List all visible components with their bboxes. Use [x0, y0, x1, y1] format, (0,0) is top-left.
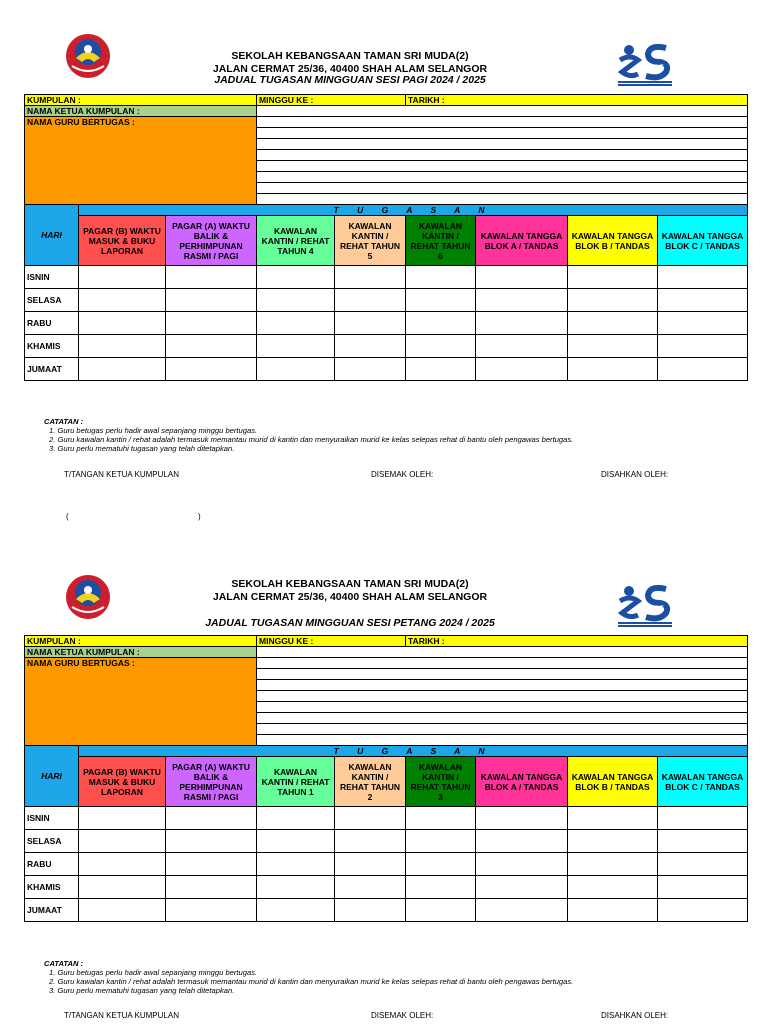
cell[interactable] — [166, 289, 257, 312]
col-pagar-a: PAGAR (A) WAKTU BALIK & PERHIMPUNAN RASMI / PAGI — [166, 757, 257, 807]
cell[interactable] — [257, 830, 335, 853]
cell[interactable] — [406, 899, 476, 922]
cell[interactable] — [406, 876, 476, 899]
cell[interactable] — [658, 853, 748, 876]
cell[interactable] — [658, 335, 748, 358]
minggu-field[interactable]: MINGGU KE : — [257, 95, 406, 106]
tugasan-header: T U G A S A N — [79, 746, 748, 757]
col-pagar-b: PAGAR (B) WAKTU MASUK & BUKU LAPORAN — [79, 757, 166, 807]
cell[interactable] — [79, 312, 166, 335]
cell[interactable] — [476, 358, 568, 381]
day-label: ISNIN — [25, 266, 79, 289]
day-label: RABU — [25, 312, 79, 335]
guru-line[interactable] — [257, 117, 748, 128]
kumpulan-field[interactable]: KUMPULAN : — [25, 636, 257, 647]
cell[interactable] — [79, 830, 166, 853]
schedule-title: JADUAL TUGASAN MINGGUAN SESI PAGI 2024 / 2025 — [214, 74, 486, 86]
school-header — [150, 50, 550, 76]
cell[interactable] — [658, 312, 748, 335]
cell[interactable] — [476, 312, 568, 335]
school-name: SEKOLAH KEBANGSAAN TAMAN SRI MUDA(2) — [231, 578, 469, 590]
svg-text:25: 25 — [654, 604, 665, 614]
cell[interactable] — [335, 853, 406, 876]
hari-header: HARI — [25, 746, 79, 807]
guru-line[interactable] — [257, 150, 748, 161]
cell[interactable] — [476, 266, 568, 289]
cell[interactable] — [166, 358, 257, 381]
cell[interactable] — [166, 899, 257, 922]
catatan-notes — [44, 417, 573, 453]
cell[interactable] — [476, 853, 568, 876]
cell[interactable] — [335, 899, 406, 922]
cell[interactable] — [568, 807, 658, 830]
catatan-title: CATATAN : — [44, 959, 84, 968]
cell[interactable] — [166, 807, 257, 830]
schedule-title: JADUAL TUGASAN MINGGUAN SESI PETANG 2024 / 2025 — [205, 617, 495, 629]
cell[interactable] — [476, 899, 568, 922]
cell[interactable] — [658, 289, 748, 312]
day-label: KHAMIS — [25, 335, 79, 358]
day-label: SELASA — [25, 830, 79, 853]
col-kantin-2: KAWALAN KANTIN / REHAT TAHUN 5 — [335, 216, 406, 266]
school-crest-logo — [64, 573, 112, 621]
ts25-logo — [616, 38, 674, 88]
svg-text:25: 25 — [654, 63, 665, 73]
minggu-field[interactable]: MINGGU KE : — [257, 636, 406, 647]
cell[interactable] — [166, 266, 257, 289]
school-header — [150, 578, 550, 604]
cell[interactable] — [257, 853, 335, 876]
cell[interactable] — [166, 830, 257, 853]
cell[interactable] — [406, 266, 476, 289]
cell[interactable] — [166, 876, 257, 899]
guru-line[interactable] — [257, 713, 748, 724]
tugasan-header: T U G A S A N — [79, 205, 748, 216]
cell[interactable] — [335, 312, 406, 335]
col-pagar-b: PAGAR (B) WAKTU MASUK & BUKU LAPORAN — [79, 216, 166, 266]
cell[interactable] — [406, 312, 476, 335]
cell[interactable] — [335, 876, 406, 899]
cell[interactable] — [406, 830, 476, 853]
cell[interactable] — [79, 335, 166, 358]
cell[interactable] — [166, 853, 257, 876]
col-tangga-c: KAWALAN TANGGA BLOK C / TANDAS — [658, 757, 748, 807]
catatan-notes — [44, 959, 573, 995]
sig-ketua-label: T/TANGAN KETUA KUMPULAN — [64, 470, 179, 479]
sig-disemak-label: DISEMAK OLEH: — [371, 1011, 434, 1020]
guru-bertugas-label: NAMA GURU BERTUGAS : — [25, 117, 257, 205]
cell[interactable] — [406, 853, 476, 876]
col-kantin-1: KAWALAN KANTIN / REHAT TAHUN 1 — [257, 757, 335, 807]
ketua-kumpulan-label: NAMA KETUA KUMPULAN : — [25, 647, 257, 658]
cell[interactable] — [658, 807, 748, 830]
cell[interactable] — [406, 807, 476, 830]
schedule-table — [24, 94, 748, 381]
cell[interactable] — [166, 335, 257, 358]
cell[interactable] — [568, 853, 658, 876]
catatan-item: 2. Guru kawalan kantin / rehat adalah termasuk memantau murid di kantin dan menyuraikan murid ke kelas selepas rehat di bantu oleh pengawas bertugas. — [49, 435, 574, 444]
cell[interactable] — [79, 289, 166, 312]
cell[interactable] — [257, 312, 335, 335]
sig-ketua-label: T/TANGAN KETUA KUMPULAN — [64, 1011, 179, 1020]
guru-line[interactable] — [257, 735, 748, 746]
cell[interactable] — [568, 312, 658, 335]
school-address: JALAN CERMAT 25/36, 40400 SHAH ALAM SELANGOR — [212, 63, 488, 75]
cell[interactable] — [79, 899, 166, 922]
cell[interactable] — [568, 266, 658, 289]
cell[interactable] — [79, 876, 166, 899]
catatan-title: CATATAN : — [44, 417, 84, 426]
cell[interactable] — [658, 830, 748, 853]
cell[interactable] — [568, 335, 658, 358]
cell[interactable] — [658, 899, 748, 922]
guru-line[interactable] — [257, 691, 748, 702]
guru-line[interactable] — [257, 139, 748, 150]
col-kantin-3: KAWALAN KANTIN / REHAT TAHUN 6 — [406, 216, 476, 266]
guru-line[interactable] — [257, 658, 748, 669]
cell[interactable] — [335, 807, 406, 830]
ketua-kumpulan-label: NAMA KETUA KUMPULAN : — [25, 106, 257, 117]
cell[interactable] — [568, 830, 658, 853]
guru-line[interactable] — [257, 161, 748, 172]
cell[interactable] — [476, 830, 568, 853]
sig-disahkan-label: DISAHKAN OLEH: — [601, 470, 669, 479]
guru-line[interactable] — [257, 183, 748, 194]
col-kantin-1: KAWALAN KANTIN / REHAT TAHUN 4 — [257, 216, 335, 266]
cell[interactable] — [658, 876, 748, 899]
col-tangga-b: KAWALAN TANGGA BLOK B / TANDAS — [568, 216, 658, 266]
day-label: JUMAAT — [25, 899, 79, 922]
cell[interactable] — [476, 289, 568, 312]
cell[interactable] — [406, 335, 476, 358]
day-label: KHAMIS — [25, 876, 79, 899]
guru-line[interactable] — [257, 669, 748, 680]
cell[interactable] — [568, 358, 658, 381]
ketua-kumpulan-input[interactable] — [257, 106, 748, 117]
cell[interactable] — [79, 358, 166, 381]
day-label: JUMAAT — [25, 358, 79, 381]
cell[interactable] — [257, 358, 335, 381]
guru-line[interactable] — [257, 724, 748, 735]
sig-disahkan-label: DISAHKAN OLEH: — [601, 1011, 669, 1020]
cell[interactable] — [335, 335, 406, 358]
cell[interactable] — [166, 312, 257, 335]
cell[interactable] — [79, 853, 166, 876]
catatan-item: 1. Guru betugas perlu hadir awal sepanjang minggu bertugas. — [49, 968, 258, 977]
cell[interactable] — [658, 358, 748, 381]
col-pagar-a: PAGAR (A) WAKTU BALIK & PERHIMPUNAN RASMI / PAGI — [166, 216, 257, 266]
catatan-item: 2. Guru kawalan kantin / rehat adalah termasuk memantau murid di kantin dan menyuraikan murid ke kelas selepas rehat di bantu oleh pengawas bertugas. — [49, 977, 574, 986]
school-name: SEKOLAH KEBANGSAAN TAMAN SRI MUDA(2) — [231, 50, 469, 62]
cell[interactable] — [335, 830, 406, 853]
cell[interactable] — [257, 876, 335, 899]
cell[interactable] — [335, 358, 406, 381]
cell[interactable] — [476, 807, 568, 830]
school-crest-logo — [64, 32, 112, 80]
cell[interactable] — [568, 289, 658, 312]
guru-line[interactable] — [257, 194, 748, 205]
col-kantin-3: KAWALAN KANTIN / REHAT TAHUN 3 — [406, 757, 476, 807]
cell[interactable] — [257, 266, 335, 289]
day-label: ISNIN — [25, 807, 79, 830]
col-tangga-a: KAWALAN TANGGA BLOK A / TANDAS — [476, 757, 568, 807]
catatan-item: 1. Guru betugas perlu hadir awal sepanjang minggu bertugas. — [49, 426, 258, 435]
day-label: RABU — [25, 853, 79, 876]
cell[interactable] — [568, 876, 658, 899]
kumpulan-field[interactable]: KUMPULAN : — [25, 95, 257, 106]
col-kantin-2: KAWALAN KANTIN / REHAT TAHUN 2 — [335, 757, 406, 807]
guru-line[interactable] — [257, 172, 748, 183]
cell[interactable] — [257, 807, 335, 830]
guru-line[interactable] — [257, 680, 748, 691]
cell[interactable] — [257, 335, 335, 358]
cell[interactable] — [335, 289, 406, 312]
cell[interactable] — [476, 876, 568, 899]
guru-line[interactable] — [257, 702, 748, 713]
schedule-table — [24, 635, 748, 922]
ketua-kumpulan-input[interactable] — [257, 647, 748, 658]
sig-bracket-open: ( — [66, 512, 69, 521]
catatan-item: 3. Guru perlu mematuhi tugasan yang telah ditetapkan. — [49, 986, 235, 995]
catatan-item: 3. Guru perlu mematuhi tugasan yang telah ditetapkan. — [49, 444, 235, 453]
cell[interactable] — [658, 266, 748, 289]
school-address: JALAN CERMAT 25/36, 40400 SHAH ALAM SELANGOR — [212, 591, 488, 603]
cell[interactable] — [79, 266, 166, 289]
guru-line[interactable] — [257, 128, 748, 139]
cell[interactable] — [568, 899, 658, 922]
sig-disemak-label: DISEMAK OLEH: — [371, 470, 434, 479]
tarikh-field[interactable]: TARIKH : — [406, 636, 748, 647]
cell[interactable] — [335, 266, 406, 289]
col-tangga-a: KAWALAN TANGGA BLOK A / TANDAS — [476, 216, 568, 266]
hari-header: HARI — [25, 205, 79, 266]
cell[interactable] — [406, 358, 476, 381]
cell[interactable] — [257, 289, 335, 312]
day-label: SELASA — [25, 289, 79, 312]
cell[interactable] — [79, 807, 166, 830]
tarikh-field[interactable]: TARIKH : — [406, 95, 748, 106]
sig-bracket-close: ) — [198, 512, 201, 521]
ts25-logo — [616, 579, 674, 629]
cell[interactable] — [406, 289, 476, 312]
guru-bertugas-label: NAMA GURU BERTUGAS : — [25, 658, 257, 746]
col-tangga-c: KAWALAN TANGGA BLOK C / TANDAS — [658, 216, 748, 266]
cell[interactable] — [476, 335, 568, 358]
cell[interactable] — [257, 899, 335, 922]
col-tangga-b: KAWALAN TANGGA BLOK B / TANDAS — [568, 757, 658, 807]
